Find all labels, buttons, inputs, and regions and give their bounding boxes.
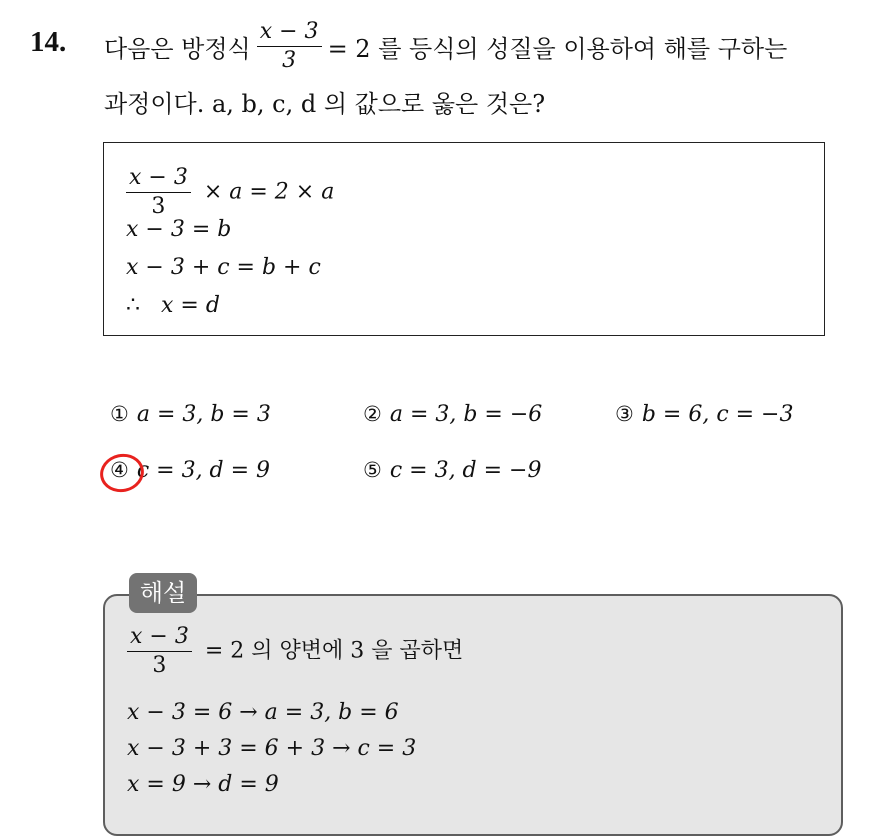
choice-2[interactable] [363,402,542,427]
process-line-2: x − 3 = b [126,217,232,242]
therefore-symbol: ∴ [126,293,140,318]
choice-text: a = 3, b = −6 [389,402,543,427]
solution-process-box [103,142,825,336]
question-suffix: = 2 를 등식의 성질을 이용하여 해를 구하는 [327,34,788,63]
explanation-line-4: x = 9 → d = 9 [127,772,279,797]
answer-circle-mark [97,450,148,496]
fraction-numerator: x − 3 [126,165,191,193]
choice-3[interactable] [615,402,794,427]
choice-marker: ② [363,402,382,426]
choice-marker: ④ [110,458,129,482]
process-line-1-rest: × a = 2 × a [203,179,335,205]
question-prefix: 다음은 방정식 [104,34,251,63]
question-number: 14. [30,26,67,58]
question-line-1 [104,14,787,78]
choice-text: c = 3, d = 9 [136,458,271,483]
fraction-denominator: 3 [152,653,167,679]
choice-marker: ⑤ [363,458,382,482]
explanation-tag: 해설 [129,573,197,613]
explanation-line-3: x − 3 + 3 = 6 + 3 → c = 3 [127,736,417,761]
question-line-2: 과정이다. a, b, c, d 의 값으로 옳은 것은? [104,90,546,118]
process-line-1 [126,165,334,220]
choice-marker: ③ [615,402,634,426]
explanation-line-1 [127,624,463,679]
process-line-4 [126,293,220,318]
process-line-3: x − 3 + c = b + c [126,255,321,280]
question-fraction [257,19,322,74]
choice-text: b = 6, c = −3 [641,402,794,427]
choice-marker: ① [110,402,129,426]
explanation-box [103,594,843,836]
choice-text: a = 3, b = 3 [136,402,271,427]
choice-5[interactable] [363,458,542,483]
choice-1[interactable] [110,402,271,427]
choice-text: c = 3, d = −9 [389,458,542,483]
fraction-denominator: 3 [151,194,166,220]
explanation-line-2: x − 3 = 6 → a = 3, b = 6 [127,700,399,725]
process-fraction [126,165,191,220]
process-line-4-text: x = d [161,293,220,318]
explanation-line-1-rest: = 2 의 양변에 3 을 곱하면 [204,638,464,664]
fraction-numerator: x − 3 [127,624,192,652]
fraction-denominator: 3 [282,48,297,73]
fraction-numerator: x − 3 [257,19,322,47]
explanation-fraction [127,624,192,679]
